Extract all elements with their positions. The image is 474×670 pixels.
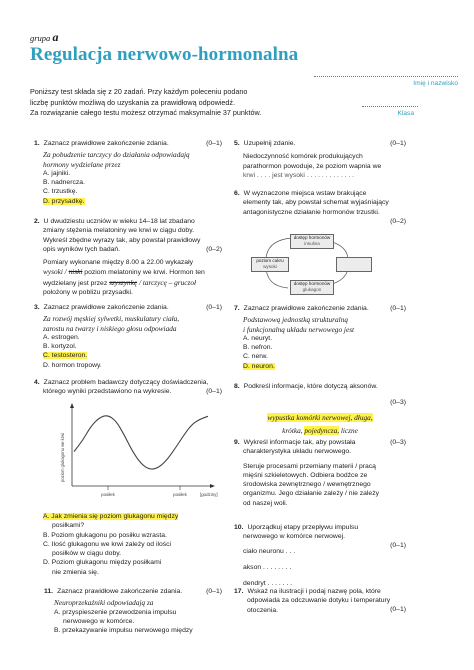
instruction: Zaznacz prawidłowe zakończenie zdania. [57,588,183,595]
prompt-line: Niedoczynność komórek produkujących [243,153,363,161]
points: (0–1) [390,305,406,312]
question-number: 9. [234,439,240,446]
option-a[interactable]: A. przyspieszenie przewodzenia impulsu [54,608,177,616]
instruction: Uzupełnij zdanie. [243,140,296,147]
term-line: wypustka komórki nerwowej, długa, [267,413,373,423]
cycle-arrow [266,238,292,258]
question-10 [234,523,406,588]
prompt-line: elementy tak, aby powstał schemat wyjaśniający [243,199,389,207]
question-number: 1. [34,140,40,147]
question-number: 10. [234,524,244,531]
question-number: 17. [234,588,244,595]
option-b[interactable]: B. kortyzol. [43,343,77,351]
instruction: Zaznacz prawidłowe zakończenie zdania. [243,305,369,312]
answer-blank[interactable]: dendryt . . . . . . . [243,580,293,588]
option-b[interactable]: B. Poziom glukagonu po posiłku wzrasta. [43,531,167,539]
prompt-line: antagonistyczne działanie hormonów trzustki. [243,208,380,216]
answer-line: wysoki / niski poziom melatoniny we krwi. Hormon ten [43,267,205,277]
group-letter: a [52,30,59,44]
answer-line: środowiska zewnętrznego / wewnętrznego [243,481,371,489]
answer-blank[interactable]: ciało neuronu . . . [243,547,296,555]
question-8 [234,382,406,435]
intro-line: Poniższy test składa się z 20 zadań. Przy każdym poleceniu podano [30,87,248,96]
answer-line[interactable]: krwi . . . . jest wysoki . . . . . . . . . . . . . [243,171,355,179]
glucagon-chart [50,400,220,500]
question-4 [34,378,222,397]
prompt-line: U dwudziestu uczniów w wieku 14–18 lat zbadano [43,218,195,225]
points: (0–2) [206,245,222,253]
x-axis-unit: [godziny] [200,492,218,497]
stem: Za pobudzenie tarczycy do działania odpowiadają [43,150,190,160]
option-c[interactable]: C. trzustkę. [43,188,78,196]
term-line: krótka, pojedyncza, liczne [282,425,358,435]
option-b[interactable]: B. nadnercza. [43,179,85,187]
question-number: 5. [234,140,240,147]
question-1 [34,139,222,206]
question-9 [234,438,406,508]
series-line [74,416,208,469]
prompt-line: nerwowego w komórce nerwowej. [243,533,345,541]
group-word: grupa [30,33,51,43]
option-a-cont: nerwowego w komórce. [63,617,135,625]
stem: Podstawową jednostką strukturalną [243,315,348,325]
prompt-line: Wskaż na ilustracji i podaj nazwę pola, które [247,588,381,595]
question-number: 2. [34,218,40,225]
question-number: 4. [34,379,40,386]
question-number: 11. [44,588,54,595]
class-label: Klasa [397,110,414,117]
question-number: 6. [234,190,240,197]
diagram-box-left: poziom cukru wysoki [251,257,289,272]
question-3 [34,303,222,370]
option-c-cont: posiłków w ciągu doby. [52,550,122,558]
prompt-line: którego wyniki przedstawiono na wykresie. [43,388,172,396]
answer-line: Pomiary wykonane między 8.00 a 22.00 wykazały [43,259,193,267]
answer-blank[interactable]: akson . . . . . . . . [243,563,292,571]
prompt-line: Wykreśl informacje tak, aby powstała [243,439,356,446]
x-axis-label-meal: posiłek [101,492,115,497]
answer-line: położony w pobliżu przysadki. [43,289,133,297]
struck-word: niski [68,267,83,277]
points: (0–1) [206,388,222,395]
points: (0–1) [390,140,406,147]
option-b[interactable]: B. nefron. [243,344,273,352]
intro-line: liczbę punktów możliwą do uzyskania za prawidłową odpowiedź. [30,97,235,107]
x-axis-label-meal: posiłek [173,492,187,497]
points: (0–1) [390,542,406,549]
prompt-line: otoczenia. [247,606,278,614]
points: (0–3) [390,439,406,446]
option-b[interactable]: B. przekazywanie impulsu nerwowego między [54,627,193,635]
question-number: 3. [34,304,40,311]
points: (0–2) [390,218,406,225]
option-a[interactable]: A. neuryt. [243,334,273,342]
option-a[interactable]: A. jajniki. [43,169,71,177]
option-a[interactable]: A. estrogen. [43,333,80,341]
option-d-cont: nie zmienia się. [52,568,99,576]
prompt-line: odpowiada za odczuwanie dotyku i temperatury [247,597,391,605]
answer-line: wydzielany jest przez szyszynkę / tarczycę – gruczoł [43,277,197,287]
points: (0–3) [390,399,406,406]
question-7 [234,304,406,371]
class-line[interactable] [362,106,418,107]
prompt-line: zmiany stężenia melatoniny we krwi w ciągu doby. [43,227,194,235]
question-6 [234,189,406,225]
points: (0–1) [390,606,406,613]
prompt-line: opis wyników tych badań. (0–2) [43,245,222,253]
prompt-line: Uporządkuj etapy przepływu impulsu [247,524,359,531]
diagram-box-top: dostęp hormonów insulina [290,234,334,249]
instruction: Zaznacz prawidłowe zakończenie zdania. [43,140,169,147]
y-axis-arrow [70,403,74,408]
stem: hormony wydzielane przez [43,159,121,169]
points: (0–1) [206,588,222,595]
prompt-line: W wyznaczone miejsca wstaw brakujące [243,190,367,197]
intro-line: Za rozwiązanie całego testu możesz otrzymać maksymalnie 37 punktów. [30,108,262,117]
question-17 [234,587,406,615]
answer-line: od naszej woli. [243,499,288,507]
question-number: 8. [234,383,240,390]
question-2 [34,217,222,297]
group-label [30,30,58,45]
diagram-box-bottom: dostęp hormonów glukagon [290,280,334,295]
question-4-options [43,512,223,577]
instruction: Zaznacz prawidłowe zakończenie zdania. [43,304,169,311]
option-c[interactable]: C. testosteron. [43,352,88,360]
prompt-line: charakterystyka układu nerwowego. [243,448,352,456]
points: (0–1) [206,140,222,147]
stem: Za rozwój męskiej sylwetki, muskulatury ciała, [43,314,180,324]
question-5 [234,139,406,180]
name-line[interactable] [314,76,458,77]
question-number: 7. [234,305,240,312]
prompt-line: parathormon powoduje, że poziom wapnia we [243,162,382,170]
diagram-box-right[interactable] [336,257,372,272]
question-11 [44,587,222,635]
instruction: Podkreśl informacje, które dotyczą aksonów. [243,383,378,390]
option-c[interactable]: C. Ilość glukagonu we krwi zależy od ilości [43,540,172,548]
prompt-line: Wykreśl zbędne wyrazy tak, aby powstał prawidłowy [43,236,201,244]
option-c[interactable]: C. nerw. [243,353,268,361]
x-axis-arrow [210,484,215,488]
intro-text [30,87,261,119]
prompt-line: Zaznacz problem badawczy dotyczący doświadczenia, [43,379,209,386]
stem: Neuroprzekaźniki odpowiadają za [54,598,154,608]
option-d[interactable]: D. hormon tropowy. [43,361,102,369]
y-axis-label: poziom glukagonu we krwi [60,432,65,482]
option-a-cont: posiłkami? [52,522,85,530]
answer-line: Steruje procesami przemiany materii / pracą [243,462,376,470]
answer-line: mięśni szkieletowych. Odbiera bodźce ze [243,471,368,479]
option-d[interactable]: D. przysadkę. [43,197,85,205]
answer-line: organizmu. Jego działanie zależy / nie zależy [243,490,380,498]
stem: i funkcjonalną układu nerwowego jest [243,324,355,334]
option-d[interactable]: D. neuron. [243,362,275,370]
option-a[interactable]: A. Jak zmienia się poziom glukagonu między [43,513,179,520]
option-d[interactable]: D. Poziom glukagonu między posiłkami [43,559,162,567]
page-title: Regulacja nerwowo-hormonalna [30,44,299,65]
name-label: Imię i nazwisko [413,80,458,87]
points: (0–1) [206,304,222,311]
stem: zarostu na twarzy i niskiego głosu odpowiada [43,323,177,333]
struck-word: szyszynkę [109,277,138,287]
